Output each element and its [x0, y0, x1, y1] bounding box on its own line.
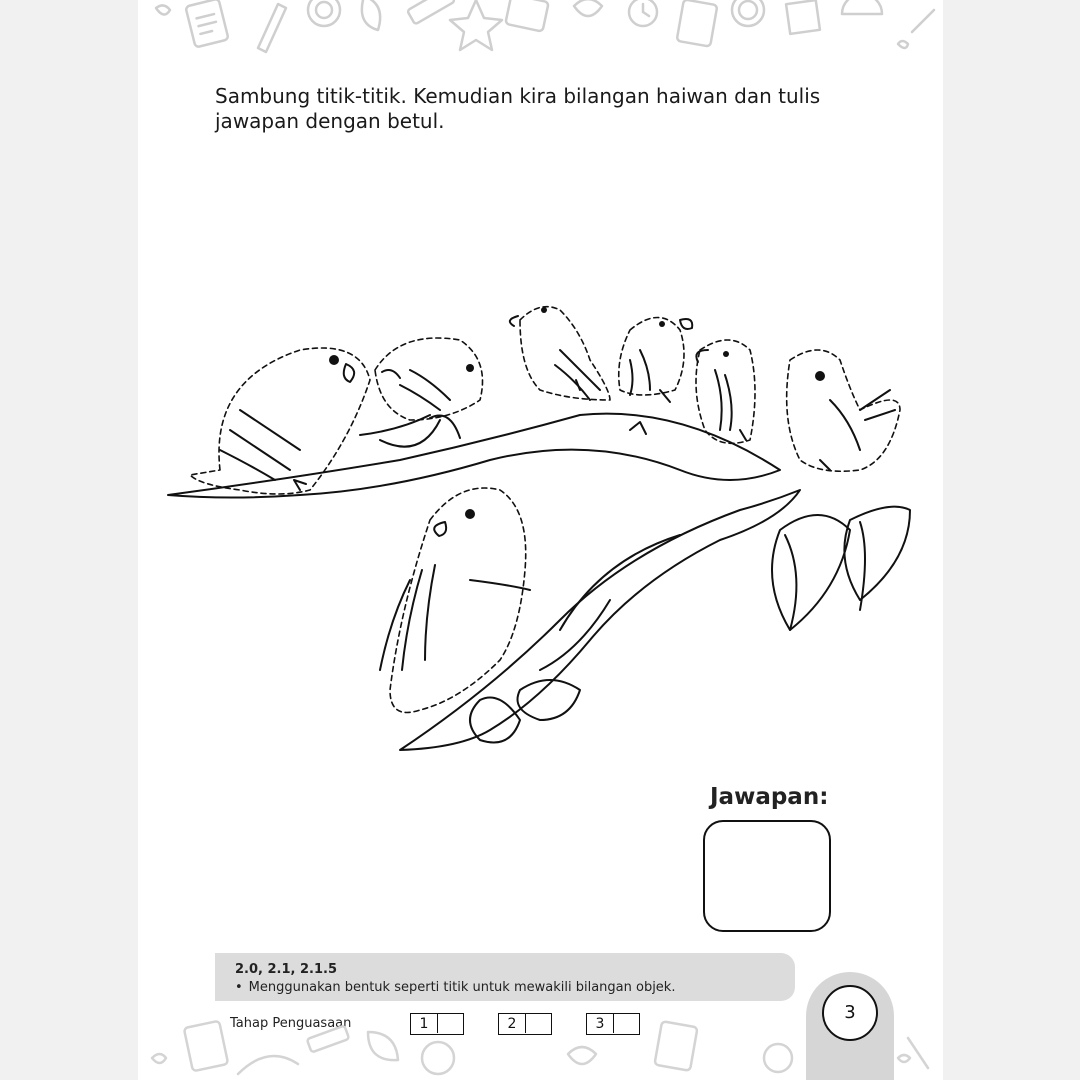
bird-outline-1 — [190, 348, 370, 494]
bird-outline-7 — [390, 488, 526, 713]
birds-on-branch-illustration — [160, 290, 920, 760]
mastery-level-number: 3 — [587, 1014, 614, 1033]
objective-line — [235, 980, 675, 995]
worksheet-page — [138, 0, 943, 1080]
bird-outline-6 — [787, 350, 900, 471]
instruction-text: Sambung titik-titik. Kemudian kira bilangan haiwan dan tulis jawapan dengan betul. — [215, 84, 821, 133]
bird-eye — [815, 371, 825, 381]
upper-branch — [168, 414, 780, 498]
standards-codes: 2.0, 2.1, 2.1.5 — [235, 962, 338, 977]
doodle-border-top — [138, 0, 943, 58]
bullet-icon: • — [235, 980, 243, 995]
mastery-level-number: 2 — [499, 1014, 526, 1033]
mastery-label: Tahap Penguasaan — [230, 1016, 352, 1031]
bird-eye — [329, 355, 339, 365]
answer-input-box[interactable] — [703, 820, 831, 932]
bird-eye — [465, 509, 475, 519]
objective-text: Menggunakan bentuk seperti titik untuk mewakili bilangan objek. — [248, 980, 676, 995]
standards-band — [215, 953, 795, 1001]
answer-label: Jawapan: — [710, 784, 829, 810]
doodle-border-bottom — [138, 1018, 943, 1080]
bird-outline-4 — [619, 318, 684, 396]
page-number: 3 — [822, 985, 878, 1041]
bird-eye — [466, 364, 474, 372]
mastery-level-number: 1 — [411, 1014, 438, 1033]
bird-eye — [659, 321, 665, 327]
bird-eye — [723, 351, 729, 357]
bird-outline-2 — [375, 338, 483, 420]
lower-branch — [400, 490, 800, 750]
leaf — [772, 515, 850, 630]
bird-eye — [541, 307, 547, 313]
